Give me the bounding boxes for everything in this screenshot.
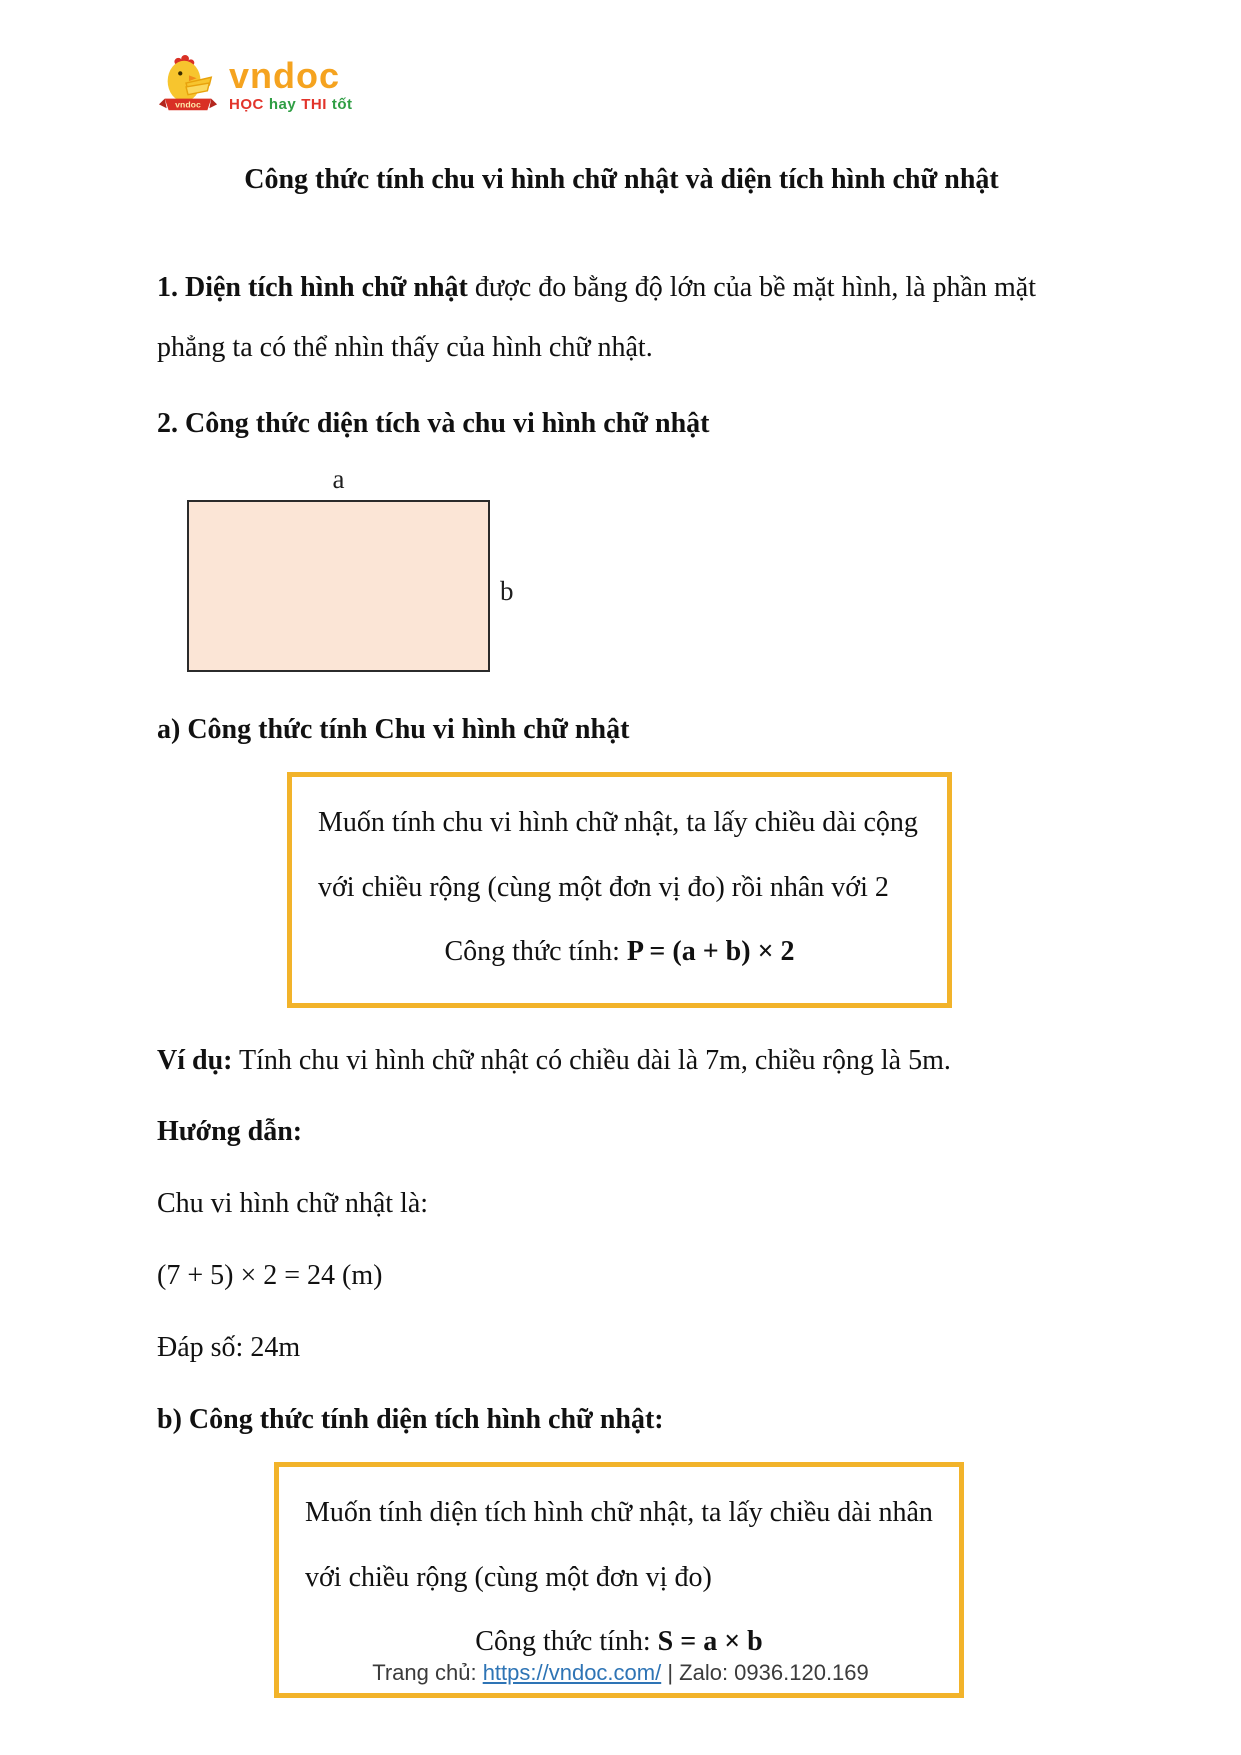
tagline-word-tot: tốt (331, 96, 353, 113)
tagline-word-hoc: HỌC (229, 96, 264, 113)
perimeter-formula-box (287, 772, 952, 1007)
solution-answer: Đáp số: 24m (157, 1331, 301, 1363)
guide-heading: Hướng dẫn: (157, 1116, 303, 1148)
perimeter-formula-label: Công thức tính: (444, 936, 627, 968)
area-formula: S = a × b (657, 1626, 763, 1658)
diagram-label-a: a (332, 464, 345, 495)
section2-heading: 2. Công thức diện tích và chu vi hình chữ nhật (157, 408, 710, 440)
tagline-word-hay: hay (268, 96, 297, 113)
example-label: Ví dụ: (157, 1044, 233, 1076)
page-title: Công thức tính chu vi hình chữ nhật và diện tích hình chữ nhật (244, 164, 999, 195)
homepage-link[interactable]: https://vndoc.com/ (482, 1660, 662, 1685)
logo-text (229, 55, 353, 113)
logo-brand-wordmark: vndoc (229, 55, 341, 96)
diagram-rectangle (187, 500, 490, 672)
intro-paragraph (157, 258, 1086, 378)
footer-suffix: | Zalo: 0936.120.169 (661, 1660, 869, 1685)
area-formula-label: Công thức tính: (475, 1626, 658, 1658)
area-heading: b) Công thức tính diện tích hình chữ nhật: (157, 1403, 664, 1435)
example-line (157, 1042, 1086, 1080)
page-footer (0, 1660, 1241, 1686)
example-text: Tính chu vi hình chữ nhật có chiều dài là 7m, chiều rộng là 5m. (232, 1044, 951, 1076)
solution-intro: Chu vi hình chữ nhật là: (157, 1188, 429, 1220)
chicken-mascot-icon (157, 54, 219, 116)
area-rule-text: Muốn tính diện tích hình chữ nhật, ta lấy chiều dài nhân với chiều rộng (cùng một đơn vị đo) (305, 1497, 933, 1593)
tagline-word-thi: THI (301, 96, 327, 113)
vndoc-logo (157, 52, 1086, 118)
intro-lead-rest: được đo bằng độ lớn của bề mặt hình, là phần mặt phẳng ta có thể nhìn thấy của hình chữ nhật. (157, 272, 1036, 364)
solution-calculation: (7 + 5) × 2 = 24 (m) (157, 1259, 383, 1291)
perimeter-formula-line (318, 920, 921, 984)
intro-lead-bold: 1. Diện tích hình chữ nhật (157, 272, 468, 303)
svg-text:vndoc: vndoc (175, 99, 201, 110)
perimeter-heading: a) Công thức tính Chu vi hình chữ nhật (157, 714, 630, 746)
perimeter-rule-text: Muốn tính chu vi hình chữ nhật, ta lấy chiều dài cộng với chiều rộng (cùng một đơn vị đo) rồi nhân với 2 (318, 807, 918, 903)
logo-tagline (229, 97, 353, 112)
footer-prefix: Trang chủ: (372, 1660, 483, 1685)
diagram-label-b: b (500, 576, 514, 607)
perimeter-formula: P = (a + b) × 2 (626, 936, 795, 968)
rectangle-diagram (187, 458, 547, 672)
